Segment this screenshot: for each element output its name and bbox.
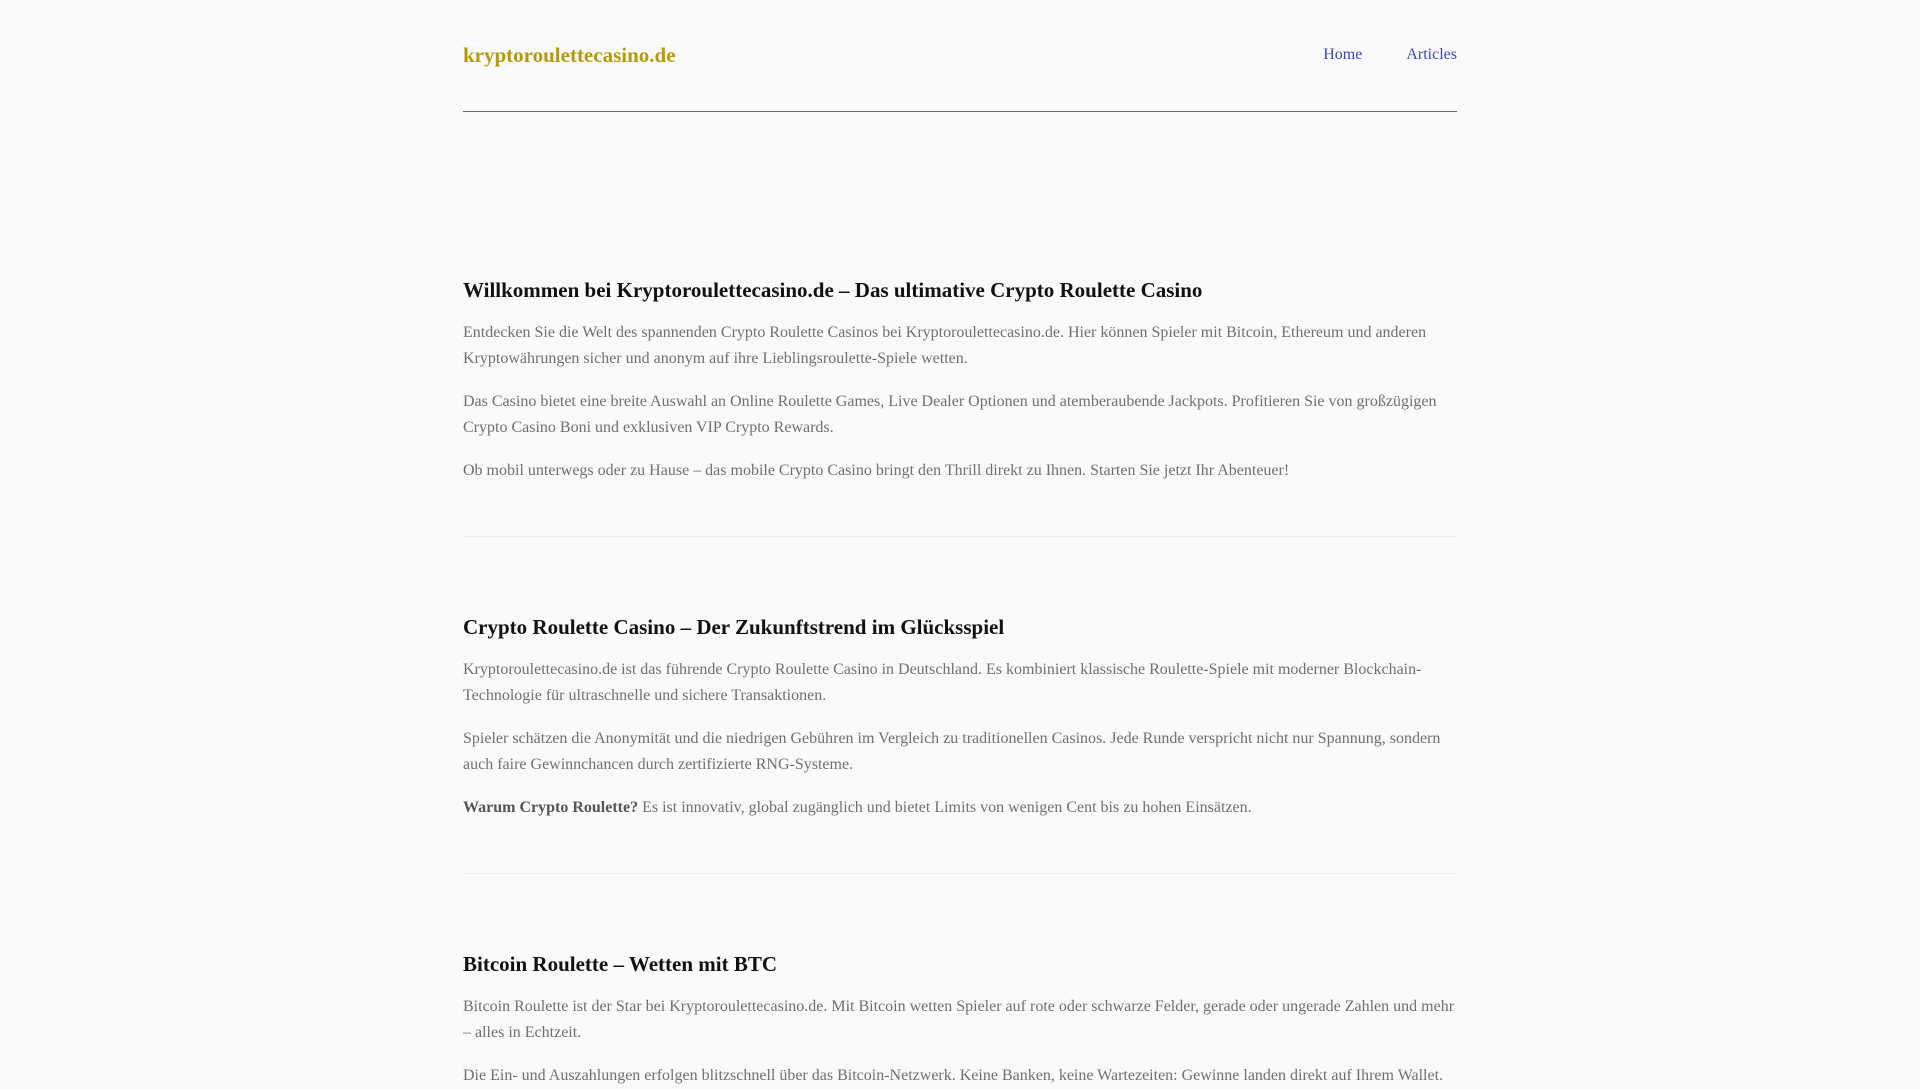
section-paragraph: Spieler schätzen die Anonymität und die niedrigen Gebühren im Vergleich zu traditionellen Casinos. Jede Runde verspricht nicht nur Spannung, sondern auch faire Gewinnchancen durch zertifizierte RNG-Systeme. <box>463 730 1441 773</box>
section-bitcoin-roulette <box>463 950 1457 1089</box>
section-paragraph: Bitcoin Roulette ist der Star bei Kryptoroulettecasino.de. Mit Bitcoin wetten Spieler auf rote oder schwarze Felder, gerade oder ungerade Zahlen und mehr – alles in Echtzeit. <box>463 998 1455 1041</box>
section-paragraph: Das Casino bietet eine breite Auswahl an Online Roulette Games, Live Dealer Optionen und atemberaubende Jackpots. Profitieren Sie von großzügigen Crypto Casino Boni und exklusiven VIP Crypto Rewards. <box>463 393 1437 436</box>
section-paragraph <box>463 795 1457 821</box>
section-divider <box>463 536 1457 537</box>
section-paragraph: Ob mobil unterwegs oder zu Hause – das mobile Crypto Casino bringt den Thrill direkt zu Ihnen. Starten Sie jetzt Ihr Abenteuer! <box>463 462 1290 479</box>
section-paragraph: Die Ein- und Auszahlungen erfolgen blitzschnell über das Bitcoin-Netzwerk. Keine Banken, keine Wartezeiten: Gewinne landen direkt auf Ihrem Wallet. <box>463 1067 1444 1084</box>
section-paragraph-text: Es ist innovativ, global zugänglich und bietet Limits von wenigen Cent bis zu hohen Einsätzen. <box>638 799 1252 816</box>
section-title: Crypto Roulette Casino – Der Zukunftstrend im Glücksspiel <box>463 615 1005 639</box>
section-paragraph: Entdecken Sie die Welt des spannenden Crypto Roulette Casinos bei Kryptoroulettecasino.de. Hier können Spieler mit Bitcoin, Ethereum und anderen Kryptowährungen sicher und anonym auf ihre Lieblingsroulette-Spiele wetten. <box>463 324 1427 367</box>
site-logo-link[interactable]: kryptoroulettecasino.de <box>463 43 676 67</box>
section-title: Willkommen bei Kryptoroulettecasino.de – Das ultimative Crypto Roulette Casino <box>463 278 1203 302</box>
main-nav <box>1323 44 1457 66</box>
section-paragraph: Kryptoroulettecasino.de ist das führende Crypto Roulette Casino in Deutschland. Es kombiniert klassische Roulette-Spiele mit moderner Blockchain-Technologie für ultraschnelle und sichere Transaktionen. <box>463 661 1422 704</box>
nav-link-articles[interactable]: Articles <box>1406 46 1457 63</box>
section-welcome <box>463 276 1457 484</box>
section-title: Bitcoin Roulette – Wetten mit BTC <box>463 952 777 976</box>
nav-link-home[interactable]: Home <box>1323 46 1363 63</box>
section-crypto-roulette <box>463 613 1457 821</box>
section-divider <box>463 873 1457 874</box>
site-header <box>463 0 1457 112</box>
page-container <box>463 0 1457 1084</box>
section-paragraph-emphasis: Warum Crypto Roulette? <box>463 799 639 816</box>
